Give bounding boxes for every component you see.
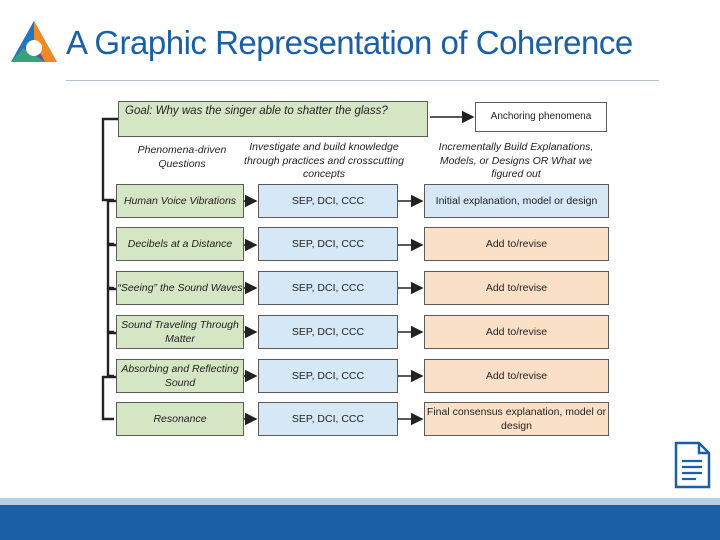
practice-label: SEP, DCI, CCC <box>291 237 365 250</box>
practice-label: SEP, DCI, CCC <box>291 412 365 425</box>
question-label: Decibels at a Distance <box>127 237 233 250</box>
outcome-label: Initial explanation, model or design <box>435 194 598 207</box>
footer-bar <box>0 505 720 540</box>
page-title: A Graphic Representation of Coherence <box>66 24 633 61</box>
question-label: Absorbing and Reflecting Sound <box>121 362 239 389</box>
practice-box <box>258 227 398 261</box>
outcome-box <box>424 359 609 393</box>
outcome-box <box>424 184 609 218</box>
question-label: Sound Traveling Through Matter <box>121 318 239 345</box>
question-box <box>116 315 244 349</box>
outcome-box <box>424 271 609 305</box>
practice-box <box>258 184 398 218</box>
document-icon[interactable] <box>672 441 712 489</box>
footer-shadow <box>0 498 720 505</box>
header-investigate: Investigate and build knowledge through practices and crosscutting concepts <box>244 141 404 181</box>
question-box <box>116 184 244 218</box>
practice-label: SEP, DCI, CCC <box>291 281 365 294</box>
question-box <box>116 227 244 261</box>
practice-label: SEP, DCI, CCC <box>291 369 365 382</box>
anchoring-phenomena-label: Anchoring phenomena <box>490 111 592 123</box>
goal-box <box>118 101 428 137</box>
question-box <box>116 402 244 436</box>
practice-box <box>258 315 398 349</box>
practice-label: SEP, DCI, CCC <box>291 325 365 338</box>
practice-box <box>258 402 398 436</box>
outcome-label: Add to/revise <box>485 281 548 294</box>
outcome-box <box>424 227 609 261</box>
question-label: Resonance <box>153 412 207 425</box>
outcome-label: Add to/revise <box>485 369 548 382</box>
outcome-box <box>424 315 609 349</box>
practice-box <box>258 271 398 305</box>
outcome-label: Add to/revise <box>485 237 548 250</box>
header-explanations: Incrementally Build Explanations, Models, or Designs OR What we figured out <box>438 141 594 181</box>
question-box <box>116 359 244 393</box>
goal-text: Goal: Why was the singer able to shatter the glass? <box>125 105 388 117</box>
practice-box <box>258 359 398 393</box>
question-label: “Seeing” the Sound Waves <box>117 281 243 294</box>
outcome-label: Final consensus explanation, model or design <box>426 405 607 432</box>
question-box <box>116 271 244 305</box>
outcome-box <box>424 402 609 436</box>
outcome-label: Add to/revise <box>485 325 548 338</box>
practice-label: SEP, DCI, CCC <box>291 194 365 207</box>
question-label: Human Voice Vibrations <box>123 194 237 207</box>
anchoring-phenomena-box <box>475 102 607 132</box>
header-questions: Phenomena-driven Questions <box>137 144 227 170</box>
